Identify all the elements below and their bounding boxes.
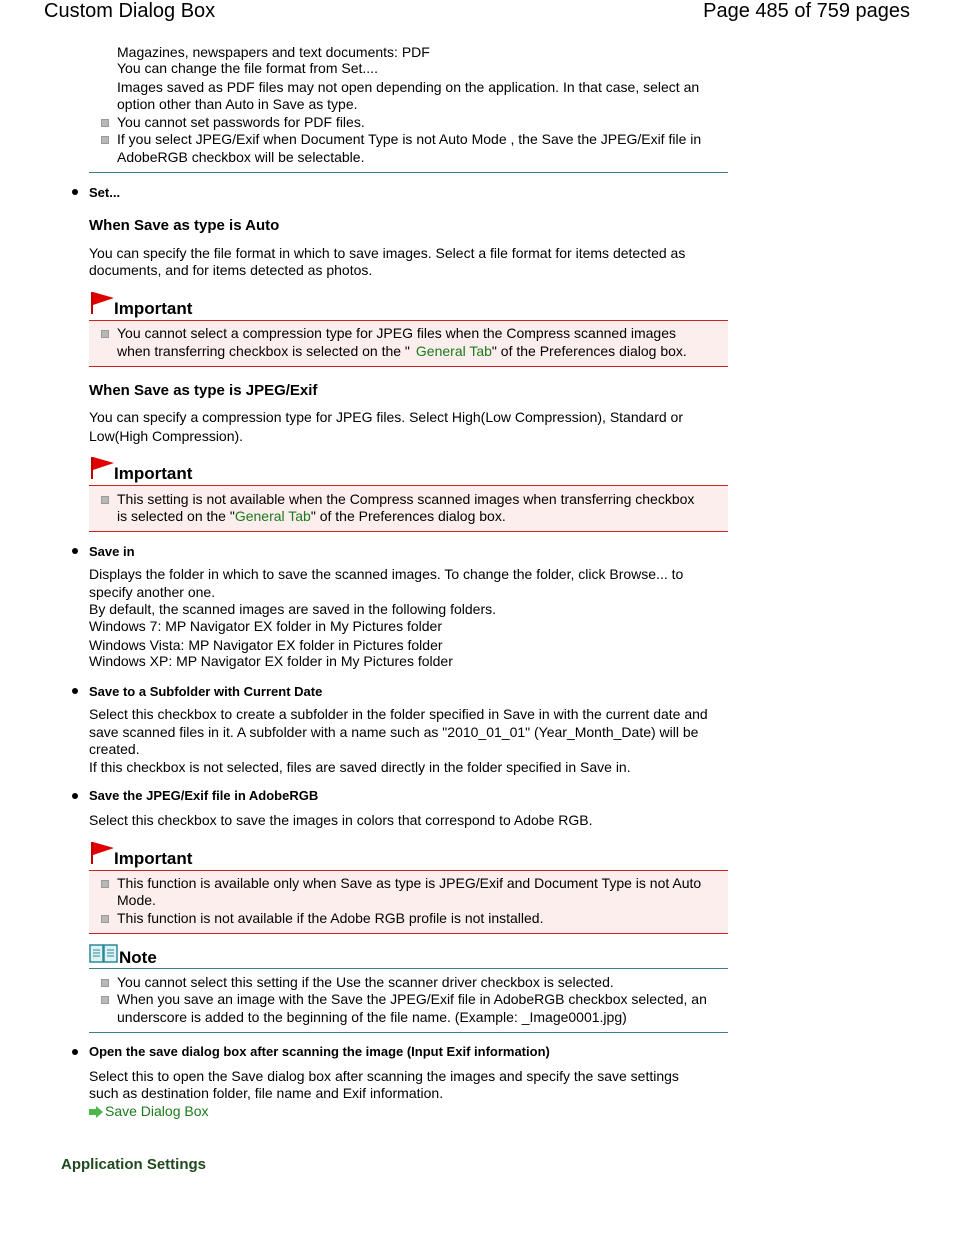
important-text xyxy=(117,343,687,361)
important-label: Important xyxy=(114,849,193,868)
text-line: Select this checkbox to save the images in colors that correspond to Adobe RGB. xyxy=(89,812,593,828)
application-settings-heading: Application Settings xyxy=(61,1156,207,1173)
text-segment: " of the Preferences dialog box. xyxy=(310,508,506,524)
important-flag-icon xyxy=(90,291,116,315)
general-tab-link[interactable]: General Tab xyxy=(415,343,492,359)
note-book-icon xyxy=(89,943,119,965)
list-item: If you select JPEG/Exif when Document Type is not Auto Mode , the Save the JPEG/Exif file in xyxy=(117,131,702,147)
document-title: Custom Dialog Box xyxy=(44,0,216,22)
text-line: specify another one. xyxy=(89,584,216,600)
bullet-square-icon xyxy=(101,330,109,338)
page-number: Page 485 of 759 pages xyxy=(703,0,910,22)
note-divider xyxy=(89,1032,728,1033)
bullet-square-icon xyxy=(101,979,109,987)
text-line: Select this to open the Save dialog box after scanning the images and specify the save settings xyxy=(89,1068,679,1084)
bullet-dot-icon xyxy=(72,1049,78,1055)
bullet-square-icon xyxy=(101,119,109,127)
note-text: When you save an image with the Save the JPEG/Exif file in AdobeRGB checkbox selected, an xyxy=(117,991,707,1007)
text-line: Low(High Compression). xyxy=(89,428,244,444)
important-text: You cannot select a compression type for JPEG files when the Compress scanned images xyxy=(117,325,676,341)
bullet-square-icon xyxy=(101,496,109,504)
bullet-dot-icon xyxy=(72,793,78,799)
text-line: created. xyxy=(89,741,140,757)
text-line: documents, and for items detected as photos. xyxy=(89,262,373,278)
important-label: Important xyxy=(114,464,193,483)
text-line: Select this checkbox to create a subfolder in the folder specified in Save in with the current date and xyxy=(89,706,708,722)
text-line: If this checkbox is not selected, files are saved directly in the folder specified in Save in. xyxy=(89,759,631,775)
bullet-square-icon xyxy=(101,880,109,888)
section-heading: Save in xyxy=(89,544,135,559)
text-line: Windows 7: MP Navigator EX folder in My Pictures folder xyxy=(89,618,442,634)
section-heading: Set... xyxy=(89,185,121,200)
text-line: such as destination folder, file name and Exif information. xyxy=(89,1085,444,1101)
note-text: underscore is added to the beginning of the file name. (Example: _Image0001.jpg) xyxy=(117,1009,627,1025)
bullet-square-icon xyxy=(101,136,109,144)
bullet-dot-icon xyxy=(72,189,78,195)
text-line: Displays the folder in which to save the scanned images. To change the folder, click Browse... to xyxy=(89,566,684,582)
text-line: save scanned files in it. A subfolder with a name such as "2010_01_01" (Year_Month_Date) will be xyxy=(89,724,699,740)
text-line: Magazines, newspapers and text documents: PDF xyxy=(117,44,430,60)
text-line: Windows Vista: MP Navigator EX folder in Pictures folder xyxy=(89,637,443,653)
list-item: AdobeRGB checkbox will be selectable. xyxy=(117,149,365,165)
subsection-title: When Save as type is Auto xyxy=(89,217,280,234)
important-label: Important xyxy=(114,299,193,318)
section-heading: Save to a Subfolder with Current Date xyxy=(89,684,323,699)
text-line: option other than Auto in Save as type. xyxy=(117,96,358,112)
text-segment: " of the Preferences dialog box. xyxy=(491,343,687,359)
bullet-square-icon xyxy=(101,996,109,1004)
important-flag-icon xyxy=(90,456,116,480)
bullet-dot-icon xyxy=(72,548,78,554)
important-flag-icon xyxy=(90,841,116,865)
text-line: Images saved as PDF files may not open depending on the application. In that case, select an xyxy=(117,79,700,95)
save-dialog-box-link[interactable]: Save Dialog Box xyxy=(105,1103,209,1119)
important-text xyxy=(117,508,506,526)
note-text: You cannot select this setting if the Use the scanner driver checkbox is selected. xyxy=(117,974,614,990)
text-line: Windows XP: MP Navigator EX folder in My Pictures folder xyxy=(89,653,453,669)
text-segment: is selected on the " xyxy=(117,508,235,524)
important-text: This function is available only when Save as type is JPEG/Exif and Document Type is not Auto xyxy=(117,875,702,891)
text-line: You can change the file format from Set.... xyxy=(117,60,378,76)
general-tab-link[interactable]: General Tab xyxy=(234,508,311,524)
important-text: This setting is not available when the Compress scanned images when transferring checkbox xyxy=(117,491,695,507)
subsection-title: When Save as type is JPEG/Exif xyxy=(89,382,318,399)
important-text: This function is not available if the Adobe RGB profile is not installed. xyxy=(117,910,544,926)
note-divider xyxy=(89,968,728,969)
text-segment: when transferring checkbox is selected on the " xyxy=(117,343,410,359)
arrow-right-icon xyxy=(88,1105,104,1119)
section-divider xyxy=(89,172,728,173)
text-line: You can specify the file format in which to save images. Select a file format for items detected as xyxy=(89,245,686,261)
bullet-dot-icon xyxy=(72,688,78,694)
important-text: Mode. xyxy=(117,892,156,908)
bullet-square-icon xyxy=(101,915,109,923)
text-line: You can specify a compression type for JPEG files. Select High(Low Compression), Standard or xyxy=(89,409,683,425)
page-header xyxy=(0,0,954,28)
text-line: By default, the scanned images are saved in the following folders. xyxy=(89,601,497,617)
list-item: You cannot set passwords for PDF files. xyxy=(117,114,365,130)
section-heading: Save the JPEG/Exif file in AdobeRGB xyxy=(89,788,319,803)
note-label: Note xyxy=(119,948,157,967)
section-heading: Open the save dialog box after scanning the image (Input Exif information) xyxy=(89,1044,550,1059)
